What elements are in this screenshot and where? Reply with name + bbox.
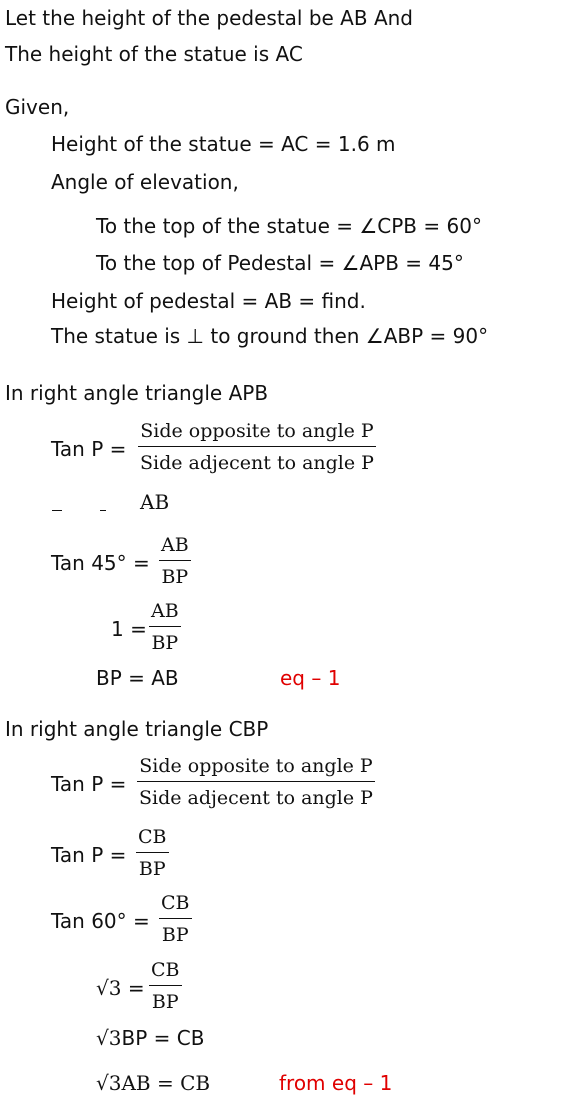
tan60-lhs: Tan 60° = bbox=[51, 909, 150, 933]
apb-heading: In right angle triangle APB bbox=[5, 381, 269, 405]
angle-top-statue-line: To the top of the statue = ∠CPB = 60° bbox=[96, 214, 482, 238]
fraction-numerator: Side opposite to angle P bbox=[140, 420, 374, 442]
fraction-numerator: Side opposite to angle P bbox=[139, 755, 373, 777]
cbp-tanP-fraction bbox=[137, 755, 375, 809]
fraction-bar bbox=[137, 781, 375, 782]
sqrt-symbol: √ bbox=[96, 1071, 109, 1095]
cbp-heading: In right angle triangle CBP bbox=[5, 717, 269, 741]
equals-sign: = bbox=[121, 976, 145, 1000]
fraction-numerator: CB bbox=[161, 892, 190, 914]
pedestal-height-line: Height of pedestal = AB = find. bbox=[51, 289, 366, 313]
fraction-bar bbox=[149, 626, 181, 627]
intro-line-2: The height of the statue is AC bbox=[5, 42, 303, 66]
fraction-denominator: BP bbox=[161, 566, 189, 588]
tan45-lhs: Tan 45° = bbox=[51, 551, 150, 575]
perpendicular-line: The statue is ⊥ to ground then ∠ABP = 90° bbox=[51, 324, 489, 348]
ab-equals-cb-text: AB = CB bbox=[121, 1071, 211, 1095]
eq-1-label: eq – 1 bbox=[280, 666, 341, 690]
fraction-denominator: Side adjecent to angle P bbox=[140, 452, 374, 474]
fraction-numerator: AB bbox=[151, 600, 179, 622]
sqrt3-fraction bbox=[149, 959, 182, 1013]
fraction-denominator: Side adjecent to angle P bbox=[139, 787, 373, 809]
cut-line-fragment bbox=[52, 510, 62, 511]
sqrt3-lhs bbox=[96, 976, 145, 1000]
fraction-numerator: CB bbox=[138, 826, 167, 848]
from-eq-1-label: from eq – 1 bbox=[279, 1071, 393, 1095]
tan60-fraction bbox=[159, 892, 192, 946]
given-heading: Given, bbox=[5, 95, 70, 119]
angle-heading: Angle of elevation, bbox=[51, 170, 239, 194]
fraction-numerator: AB bbox=[161, 534, 189, 556]
fraction-numerator: CB bbox=[151, 959, 180, 981]
fraction-denominator: BP bbox=[151, 632, 179, 654]
sqrt-symbol: √ bbox=[96, 976, 109, 1000]
fraction-denominator: BP bbox=[161, 924, 189, 946]
fraction-bar bbox=[136, 852, 169, 853]
sqrt3-bp-equals-cb bbox=[96, 1026, 204, 1050]
tanP-cb-bp-lhs: Tan P = bbox=[51, 843, 127, 867]
apb-tanP-lhs: Tan P = bbox=[51, 437, 127, 461]
fraction-bar bbox=[138, 446, 376, 447]
apb-tanP-fraction bbox=[138, 420, 376, 474]
sqrt-radicand: 3 bbox=[108, 976, 122, 1000]
bp-equals-ab: BP = AB bbox=[96, 666, 179, 690]
statue-height-line: Height of the statue = AC = 1.6 m bbox=[51, 132, 396, 156]
sqrt-symbol: √ bbox=[96, 1026, 109, 1050]
cut-line-numerator: AB bbox=[140, 490, 170, 514]
cut-line-fragment bbox=[100, 510, 106, 511]
bp-equals-cb-text: BP = CB bbox=[121, 1026, 205, 1050]
angle-top-pedestal-line: To the top of Pedestal = ∠APB = 45° bbox=[96, 251, 464, 275]
fraction-bar bbox=[159, 918, 192, 919]
sqrt-radicand: 3 bbox=[108, 1071, 122, 1095]
tan45-fraction bbox=[159, 534, 191, 588]
sqrt-radicand: 3 bbox=[108, 1026, 122, 1050]
sqrt3-ab-equals-cb bbox=[96, 1071, 210, 1095]
fraction-denominator: BP bbox=[151, 991, 179, 1013]
fraction-denominator: BP bbox=[138, 858, 166, 880]
one-fraction bbox=[149, 600, 181, 654]
tanP-cb-bp-fraction bbox=[136, 826, 169, 880]
one-lhs: 1 = bbox=[111, 617, 147, 641]
cbp-tanP-lhs: Tan P = bbox=[51, 772, 127, 796]
fraction-bar bbox=[159, 560, 191, 561]
fraction-bar bbox=[149, 985, 182, 986]
intro-line-1: Let the height of the pedestal be AB And bbox=[5, 6, 413, 30]
